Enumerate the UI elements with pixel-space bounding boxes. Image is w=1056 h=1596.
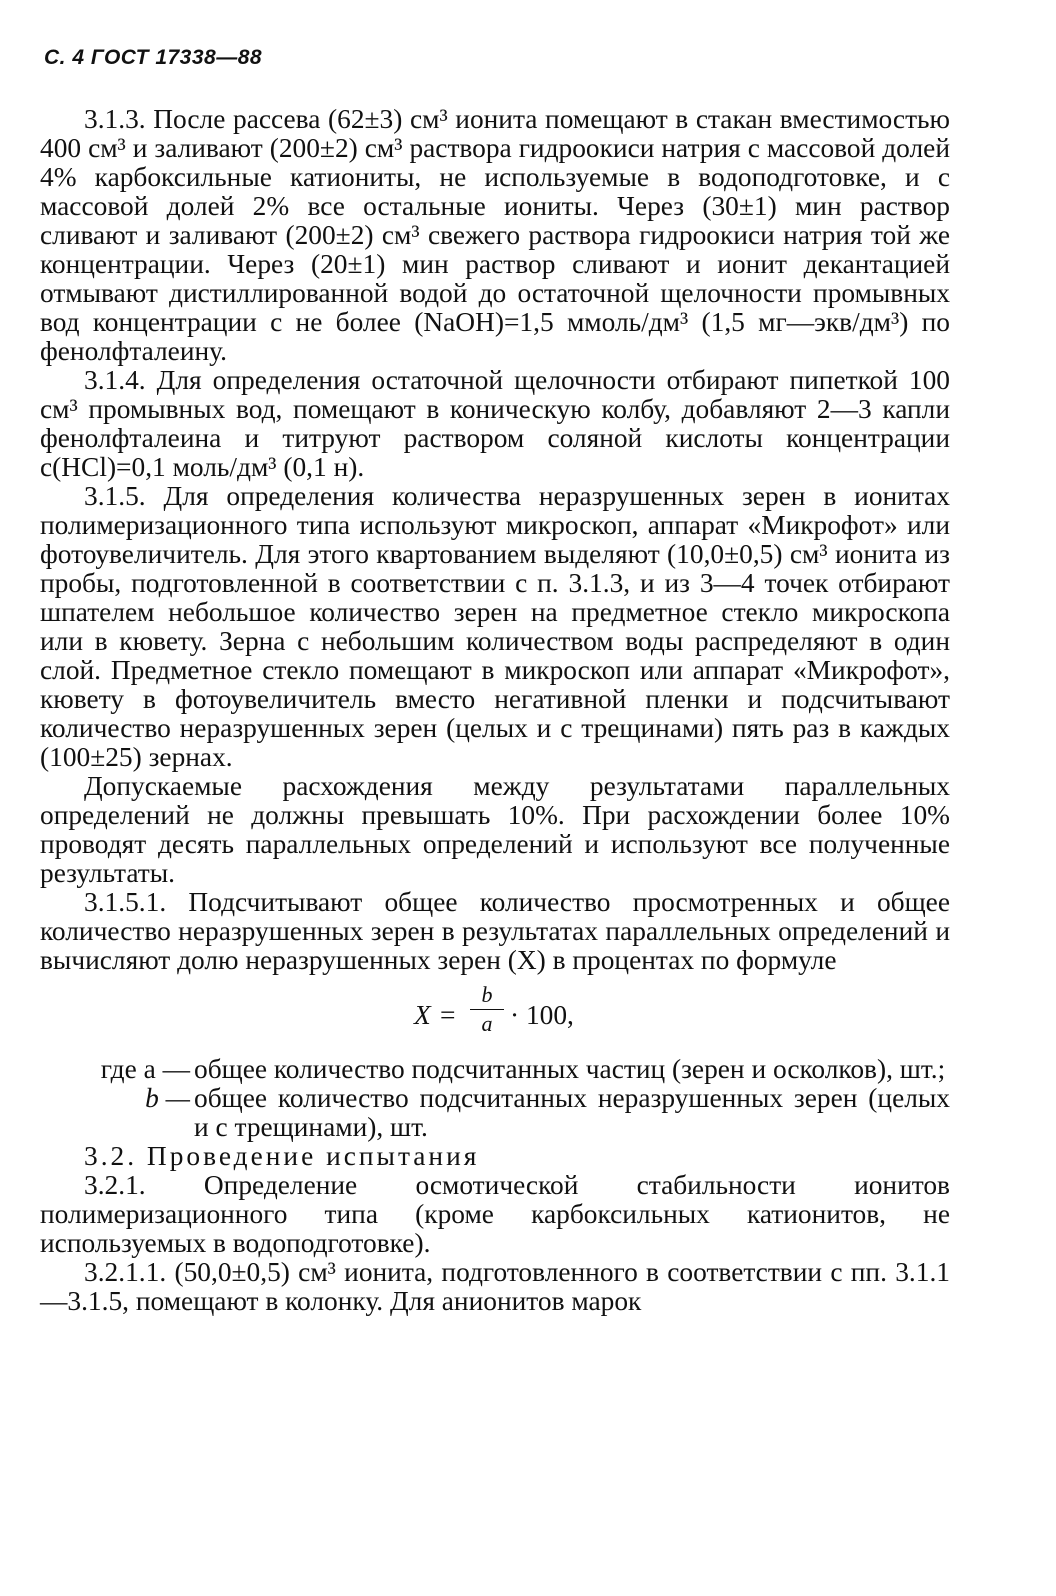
- paragraph-3-1-5-1: 3.1.5.1. Подсчитывают общее количество просмотренных и общее количество неразрушенных зерен в результатах параллельных определений и вычисляют долю неразрушенных зерен (X) в процентах по формуле: [40, 887, 950, 975]
- paragraph-3-1-3: 3.1.3. После рассева (62±3) см³ ионита помещают в стакан вместимостью 400 см³ и заливают (200±2) см³ раствора гидроокиси натрия с массовой долей 4% карбоксильные катиониты, не используемые в водоподготовке, и с массовой долей 2% все остальные иониты. Через (30±1) мин раствор сливают и заливают (200±2) см³ свежего раствора гидроокиси натрия той же концентрации. Через (20±1) мин раствор сливают и ионит декантацией отмывают дистиллированной водой до остаточной щелочности промывных вод концентрации c не более (NaOH)=1,5 ммоль/дм³ (1,5 мг—экв/дм³) по фенолфталеину.: [40, 104, 950, 366]
- paragraph-3-1-5: 3.1.5. Для определения количества неразрушенных зерен в ионитах полимеризационного типа используют микроскоп, аппарат «Микрофот» или фотоувеличитель. Для этого квартованием выделяют (10,0±0,5) см³ ионита из пробы, подготовленной в соответствии с п. 3.1.3, и из 3—4 точек отбирают шпателем небольшое количество зерен на предметное стекло микроскопа или в кювету. Зерна с небольшим количеством воды распределяют в один слой. Предметное стекло помещают в микроскоп или аппарат «Микрофот», кювету в фотоувеличитель вместо негативной пленки и подсчитывают количество неразрушенных зерен (целых и с трещинами) пять раз в каждых (100±25) зернах.: [40, 481, 950, 772]
- formula-denominator: a: [481, 1011, 493, 1036]
- formula-numerator: b: [481, 982, 493, 1007]
- definition-a: [40, 1055, 950, 1084]
- paragraph-3-1-4: 3.1.4. Для определения остаточной щелочности отбирают пипеткой 100 см³ промывных вод, помещают в коническую колбу, добавляют 2—3 капли фенолфталеина и титруют раствором соляной кислоты концентрации c(HCl)=0,1 моль/дм³ (0,1 н).: [40, 365, 950, 482]
- formula: [40, 983, 950, 1045]
- definition-b: [40, 1084, 950, 1142]
- definition-a-label: где a —: [100, 1054, 190, 1084]
- paragraph-3-2-1-1: 3.2.1.1. (50,0±0,5) см³ ионита, подготовленного в соответствии с пп. 3.1.1—3.1.5, помещают в колонку. Для анионитов марок: [40, 1257, 950, 1316]
- formula-fraction: [468, 983, 506, 1036]
- fraction-bar: [470, 1009, 504, 1010]
- page-header: С. 4 ГОСТ 17338—88: [44, 46, 263, 69]
- section-3-2-heading: 3.2. Проведение испытания: [84, 1141, 480, 1171]
- variable-definitions: [40, 1055, 950, 1142]
- definition-a-text: общее количество подсчитанных частиц (зерен и осколков), шт.;: [194, 1054, 946, 1084]
- document-body: [40, 105, 950, 1316]
- formula-equals: =: [440, 1000, 456, 1030]
- paragraph-tolerance: Допускаемые расхождения между результатами параллельных определений не должны превышать 10%. При расхождении более 10% проводят десять параллельных определений и используют все полученные результаты.: [40, 771, 950, 888]
- definition-b-label: b —: [145, 1083, 190, 1113]
- formula-multiplier: · 100,: [510, 1000, 574, 1030]
- paragraph-3-2-1: 3.2.1. Определение осмотической стабильности ионитов полимеризационного типа (кроме карбоксильных катионитов, не используемых в водоподготовке).: [40, 1170, 950, 1258]
- definition-b-text: общее количество подсчитанных неразрушенных зерен (целых и с трещинами), шт.: [194, 1083, 950, 1142]
- formula-lhs: X: [414, 1000, 431, 1030]
